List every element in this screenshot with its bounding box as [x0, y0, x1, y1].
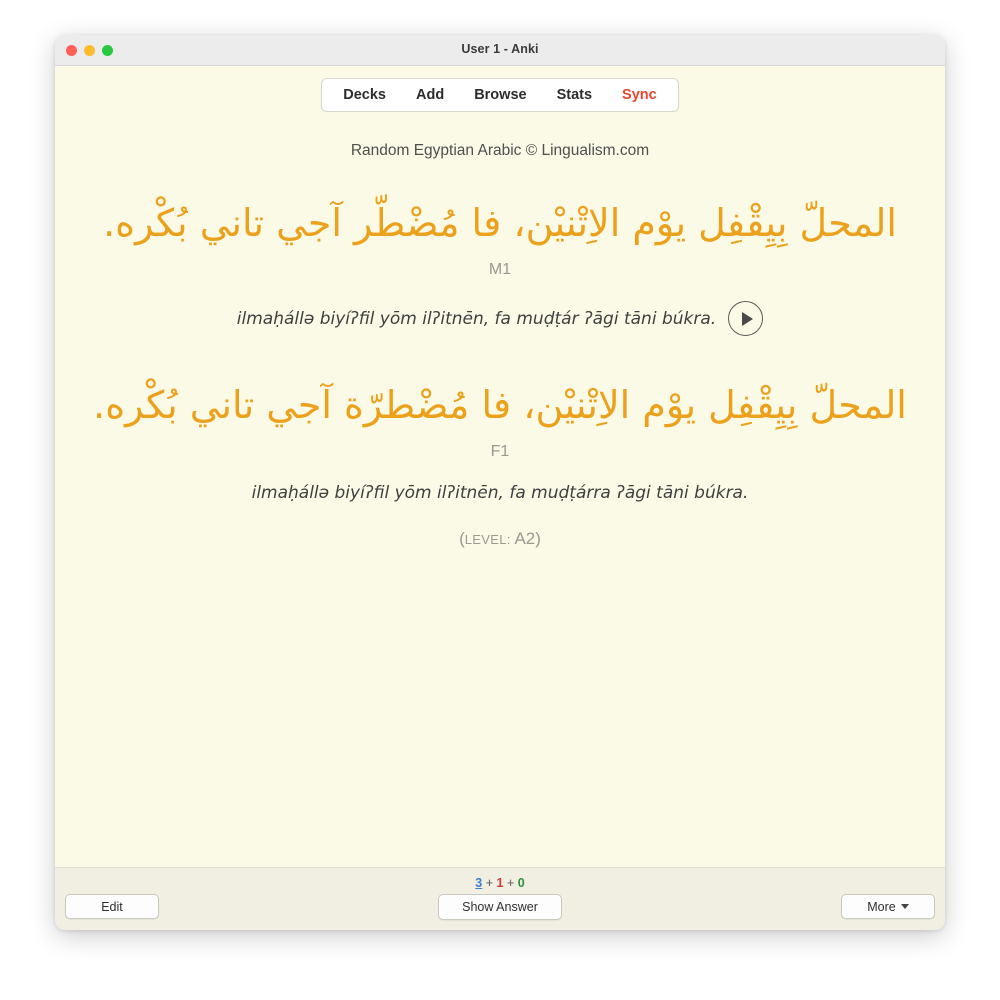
front-transliteration: ilmaḥállə biyíʔfil yōm ilʔitnēn, fa muḍṭár ʔāgi tāni búkra.	[236, 308, 717, 329]
count-learning: 1	[496, 876, 504, 890]
back-transliteration-row	[55, 483, 945, 503]
deck-subtitle: Random Egyptian Arabic © Lingualism.com	[350, 142, 650, 159]
chevron-down-icon	[901, 904, 909, 909]
more-button-label: More	[867, 899, 896, 914]
nav-stats[interactable]: Stats	[556, 87, 593, 103]
show-answer-button[interactable]: Show Answer	[438, 894, 562, 920]
front-arabic-text: المحلّ بِيِقْفِل يوْم الاِتْنيْن، فا مُضْطّر آجي تاني بُكْره.	[103, 201, 897, 245]
play-icon	[742, 312, 753, 326]
level-paren-open: (	[459, 529, 465, 549]
level-paren-close: )	[535, 529, 541, 549]
window-title: User 1 - Anki	[461, 42, 539, 56]
back-speaker-tag: F1	[490, 443, 510, 461]
window-titlebar	[55, 35, 945, 66]
anki-window	[55, 35, 945, 930]
study-counts	[55, 876, 945, 890]
level-label: LEVEL:	[464, 532, 511, 548]
nav-sync[interactable]: Sync	[622, 87, 657, 103]
level-line	[55, 529, 945, 549]
play-audio-button[interactable]	[728, 301, 763, 336]
front-speaker-tag: M1	[488, 261, 512, 279]
count-separator-1: +	[485, 876, 494, 890]
back-transliteration: ilmaḥállə biyíʔfil yōm ilʔitnēn, fa muḍṭárra ʔāgi tāni búkra.	[251, 483, 749, 504]
nav-decks[interactable]: Decks	[343, 87, 386, 103]
topnav-container	[55, 66, 945, 112]
back-arabic-text: المحلّ بِيِقْفِل يوْم الاِتْنيْن، فا مُضْطرّة آجي تاني بُكْره.	[93, 383, 907, 428]
nav-add[interactable]: Add	[416, 87, 445, 103]
main-nav	[321, 78, 678, 112]
nav-browse[interactable]: Browse	[474, 87, 527, 103]
card-content	[55, 112, 945, 867]
count-new[interactable]: 3	[475, 876, 483, 890]
level-value: A2	[514, 529, 536, 549]
edit-button[interactable]: Edit	[65, 894, 159, 919]
more-button[interactable]	[841, 894, 935, 919]
bottom-toolbar	[55, 867, 945, 930]
count-separator-2: +	[506, 876, 515, 890]
count-due: 0	[517, 876, 525, 890]
front-transliteration-row	[55, 301, 945, 336]
